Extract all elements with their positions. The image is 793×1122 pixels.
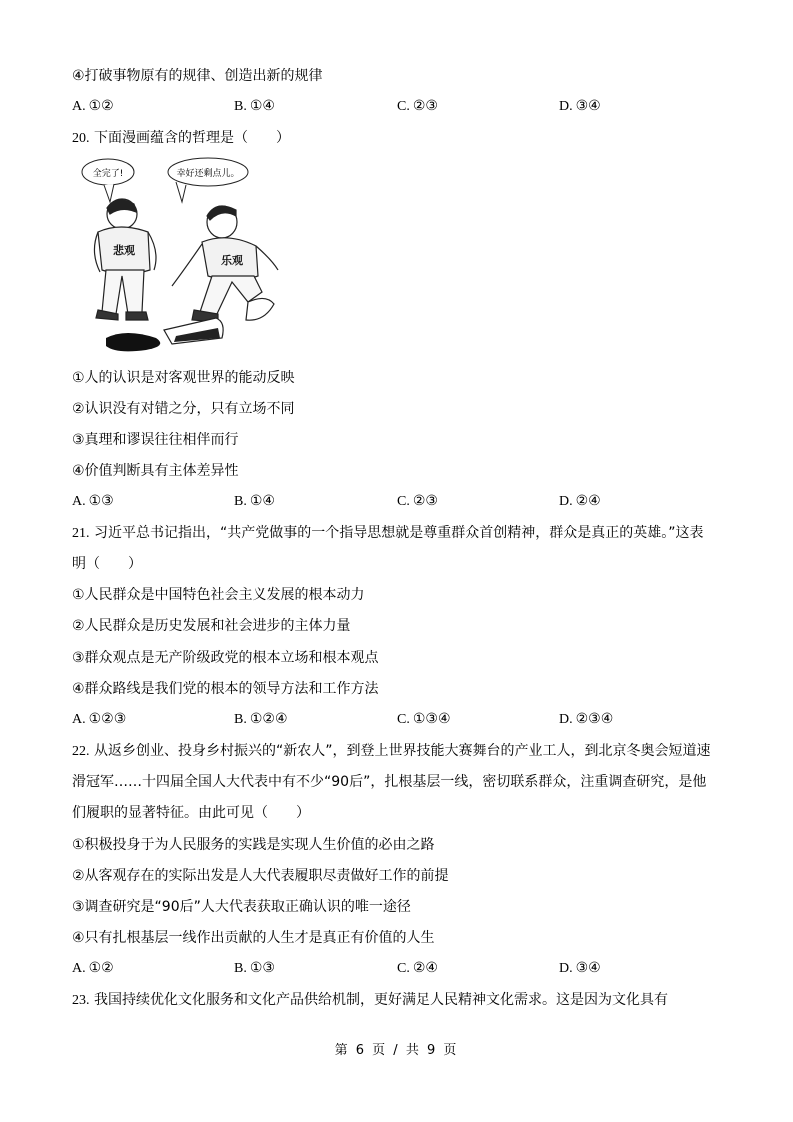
svg-text:全完了!: 全完了! [92,169,124,179]
q20-answer-d: D. ②④ [559,494,601,509]
q21-option-1: ①人民群众是中国特色社会主义发展的根本动力 [72,587,365,603]
left-speech-bubble [82,159,134,202]
page-footer: 第 6 页 / 共 9 页 [334,1043,459,1058]
q23-stem-line1: 23. 我国持续优化文化服务和文化产品供给机制，更好满足人民精神文化需求。这是因为文化具有 [72,992,668,1008]
q20-answer-c: C. ②③ [397,494,438,509]
q22-stem-line1: 22. 从返乡创业、投身乡村振兴的“新农人”，到登上世界技能大赛舞台的产业工人，到北京冬奥会短道速 [72,743,711,759]
q20-stem: 20. 下面漫画蕴含的哲理是（ ） [72,130,290,146]
svg-text:幸好还剩点儿。: 幸好还剩点儿。 [176,169,240,179]
pessimism-optimism-cartoon [76,152,288,354]
q21-answer-d: D. ②③④ [559,712,614,727]
q22-answer-d: D. ③④ [559,961,601,976]
q22-stem-line3: 们履职的显著特征。由此可见（ ） [72,805,310,821]
q19-option-4: ④打破事物原有的规律、创造出新的规律 [72,68,323,84]
q21-option-4: ④群众路线是我们党的根本的领导方法和工作方法 [72,681,379,697]
q21-option-2: ②人民群众是历史发展和社会进步的主体力量 [72,618,351,634]
q20-option-2: ②认识没有对错之分，只有立场不同 [72,401,295,417]
q22-answer-row [72,959,732,979]
q19-answer-c: C. ②③ [397,99,438,114]
svg-text:悲观: 悲观 [113,244,135,257]
q22-option-4: ④只有扎根基层一线作出贡献的人生才是真正有价值的人生 [72,930,435,946]
optimist-figure [172,206,278,322]
q21-answer-c: C. ①③④ [397,712,451,727]
q21-answer-row [72,710,732,730]
q21-option-3: ③群众观点是无产阶级政党的根本立场和根本观点 [72,650,379,666]
q21-stem-line1: 21. 习近平总书记指出，“共产党做事的一个指导思想就是尊重群众首创精神，群众是真正的英雄。”这表 [72,525,704,541]
q19-answer-row [72,97,732,117]
q21-stem-line2: 明（ ） [72,556,142,572]
q22-stem-line2: 滑冠军……十四届全国人大代表中有不少“90后”，扎根基层一线，密切联系群众，注重调查研究，是他 [72,774,707,790]
q20-option-3: ③真理和谬误往往相伴而行 [72,432,239,448]
q20-answer-a: A. ①③ [72,494,114,509]
q20-option-4: ④价值判断具有主体差异性 [72,463,239,479]
q19-answer-b: B. ①④ [234,99,275,114]
spilled-bottle [106,318,223,351]
q21-answer-b: B. ①②④ [234,712,288,727]
right-speech-bubble [168,158,248,202]
q22-answer-b: B. ①③ [234,961,275,976]
q22-answer-c: C. ②④ [397,961,438,976]
q19-answer-a: A. ①② [72,99,114,114]
q22-option-2: ②从客观存在的实际出发是人大代表履职尽责做好工作的前提 [72,868,449,884]
q20-option-1: ①人的认识是对客观世界的能动反映 [72,370,295,386]
q22-option-3: ③调查研究是“90后”人大代表获取正确认识的唯一途径 [72,899,411,915]
q21-answer-a: A. ①②③ [72,712,127,727]
q20-answer-row [72,492,732,512]
svg-text:乐观: 乐观 [221,254,243,267]
q20-answer-b: B. ①④ [234,494,275,509]
q19-answer-d: D. ③④ [559,99,601,114]
q22-option-1: ①积极投身于为人民服务的实践是实现人生价值的必由之路 [72,837,435,853]
q22-answer-a: A. ①② [72,961,114,976]
pessimist-figure [94,199,156,320]
